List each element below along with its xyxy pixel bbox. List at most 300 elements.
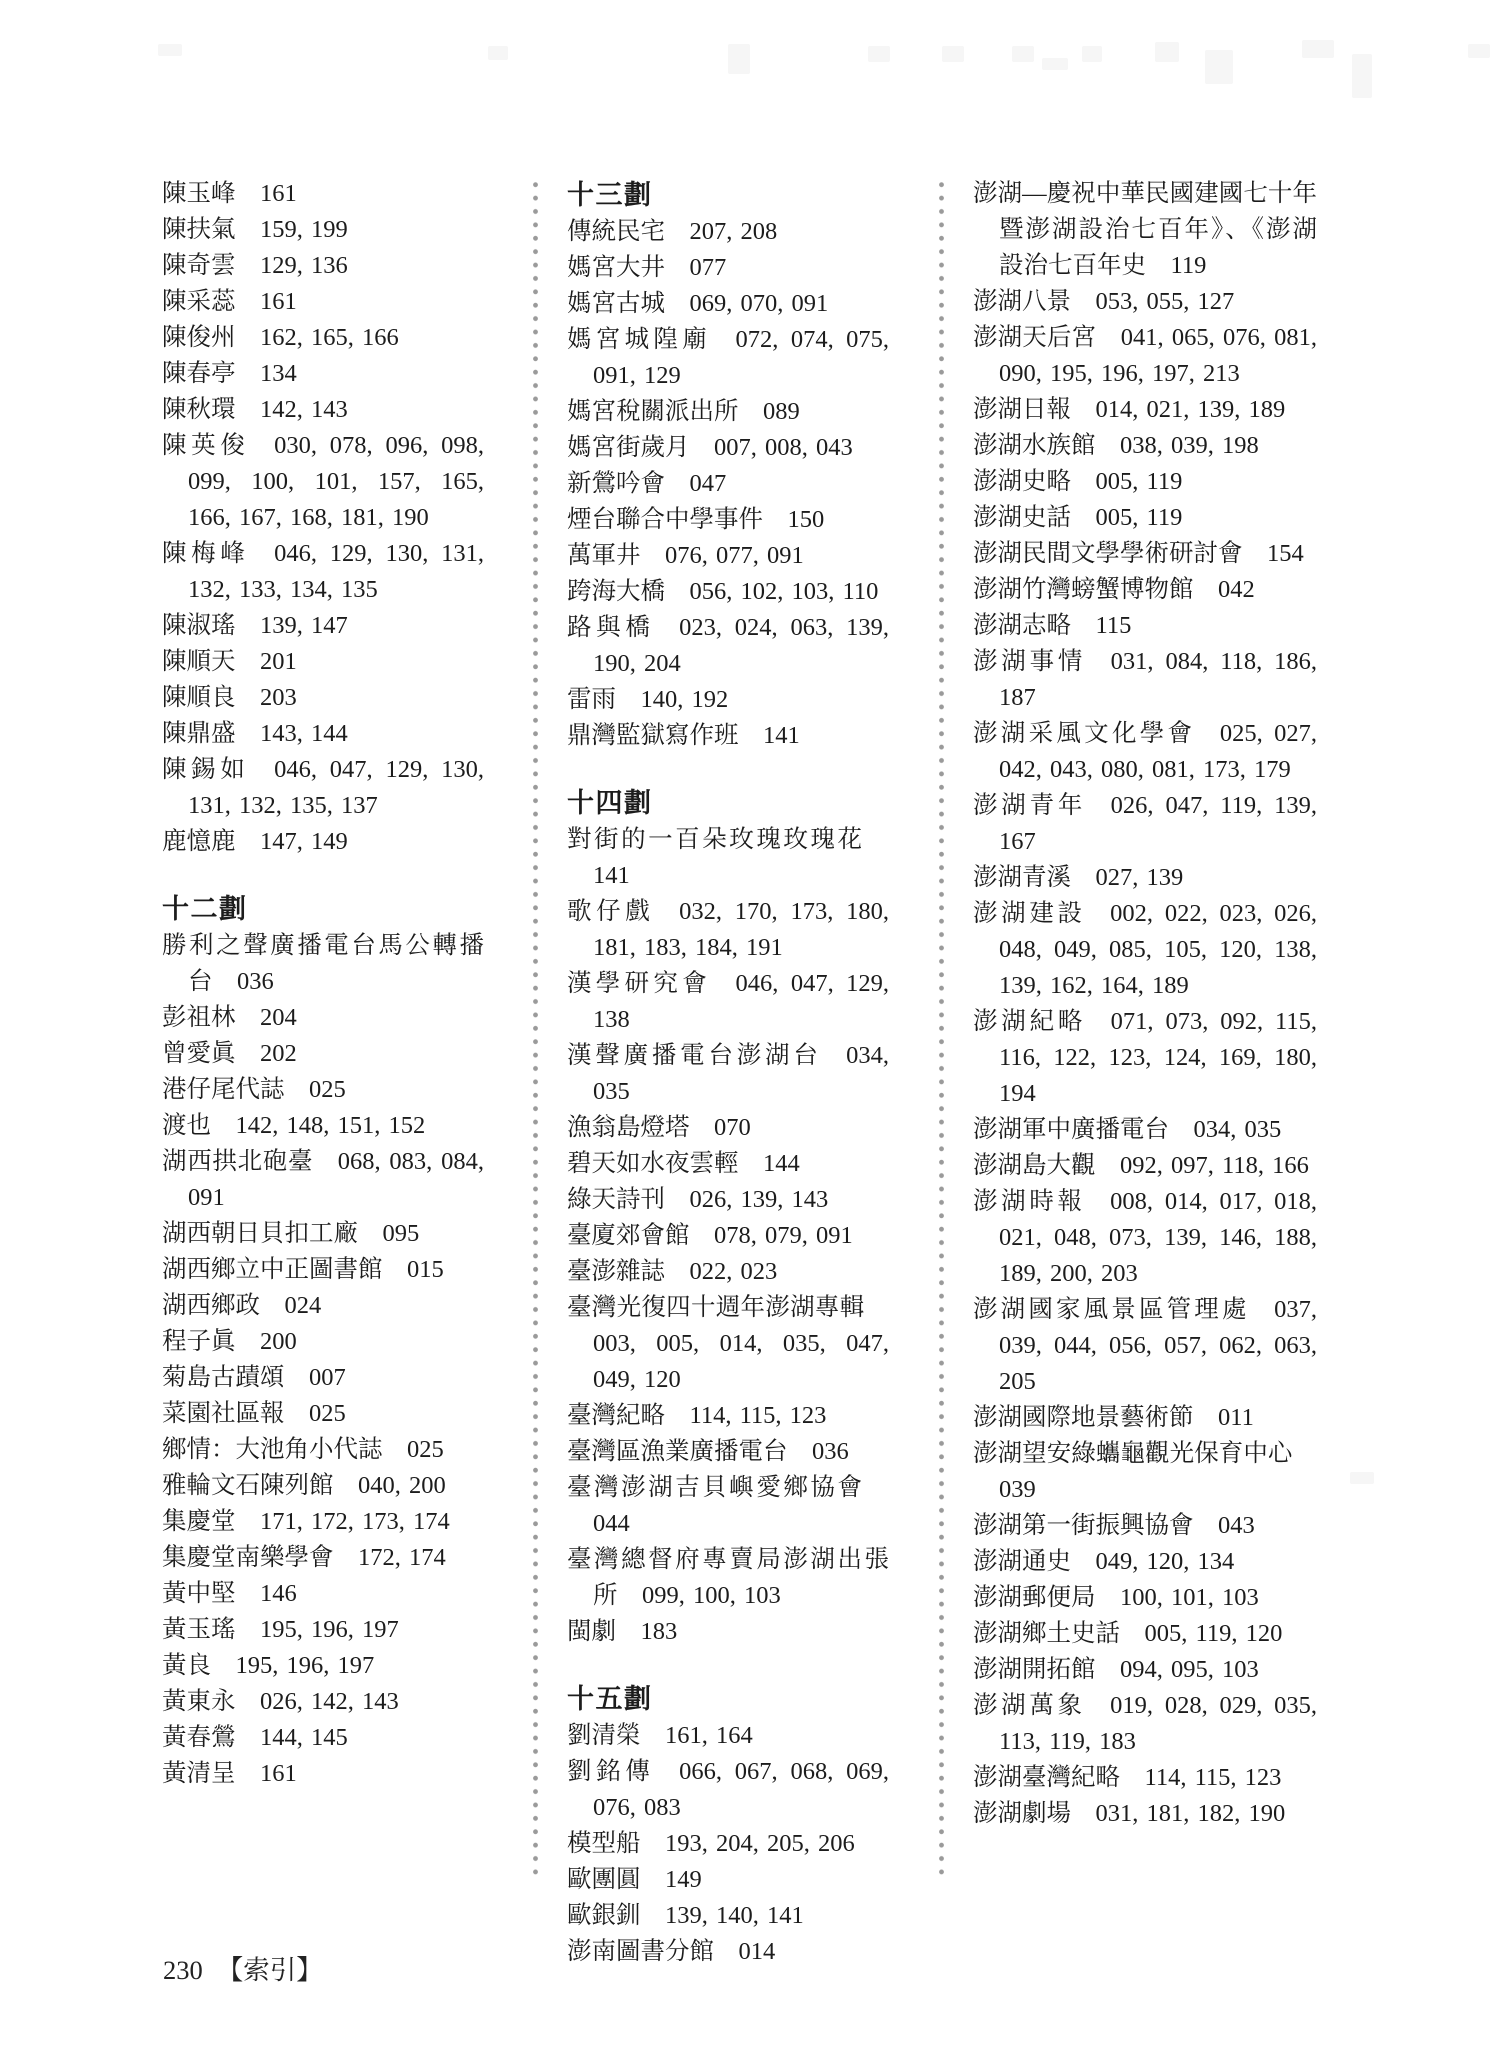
entry-term: 臺灣區漁業廣播電台 xyxy=(567,1438,788,1465)
entry-term: 澎湖史略 xyxy=(973,468,1071,495)
entry-term: 澎湖軍中廣播電台 xyxy=(973,1116,1169,1143)
index-entry xyxy=(162,1036,484,1072)
entry-term: 澎湖鄉土史話 xyxy=(973,1620,1120,1647)
entry-term: 陳扶氣 xyxy=(162,216,236,243)
entry-term: 歐團圓 xyxy=(567,1866,641,1893)
entry-term: 新鶯吟會 xyxy=(567,470,665,497)
index-entry xyxy=(973,536,1317,572)
index-entry xyxy=(567,1826,889,1862)
scan-artifact xyxy=(1042,58,1068,70)
entry-page-numbers: 146 xyxy=(260,1580,297,1607)
index-entry xyxy=(162,320,484,356)
entry-page-numbers: 023, 024, 063, 139, 190, 204 xyxy=(593,614,889,677)
entry-term: 黃清呈 xyxy=(162,1760,236,1787)
entry-page-numbers: 154 xyxy=(1267,540,1304,567)
index-entry xyxy=(162,1684,484,1720)
entry-term: 鼎灣監獄寫作班 xyxy=(567,722,739,749)
entry-term: 對街的一百朵玫瑰玫瑰花 xyxy=(567,826,865,853)
index-entry xyxy=(567,894,889,966)
entry-term: 澎湖國家風景區管理處 xyxy=(973,1296,1250,1323)
entry-page-numbers: 026, 142, 143 xyxy=(260,1688,399,1715)
entry-page-numbers: 203 xyxy=(260,684,297,711)
entry-page-numbers: 027, 139 xyxy=(1095,864,1184,891)
entry-term: 澎湖開拓館 xyxy=(973,1656,1096,1683)
entry-term: 陳順天 xyxy=(162,648,236,675)
dotted-column-divider-2 xyxy=(939,178,944,1876)
entry-page-numbers: 089 xyxy=(763,398,800,425)
index-entry xyxy=(162,1468,484,1504)
entry-page-numbers: 142, 143 xyxy=(260,396,348,423)
entry-page-numbers: 161 xyxy=(260,288,297,315)
entry-page-numbers: 193, 204, 205, 206 xyxy=(665,1830,855,1857)
entry-page-numbers: 005, 119, 120 xyxy=(1144,1620,1283,1647)
scan-artifact xyxy=(1352,54,1372,98)
entry-term: 勝利之聲廣播電台馬公轉播台 xyxy=(162,932,484,995)
entry-page-numbers: 025 xyxy=(407,1436,444,1463)
entry-page-numbers: 201 xyxy=(260,648,297,675)
entry-page-numbers: 159, 199 xyxy=(260,216,348,243)
entry-term: 臺灣紀略 xyxy=(567,1402,665,1429)
entry-page-numbers: 043 xyxy=(1218,1512,1255,1539)
index-entry xyxy=(162,1504,484,1540)
index-entry xyxy=(973,1508,1317,1544)
index-entry xyxy=(567,214,889,250)
entry-term: 澎湖通史 xyxy=(973,1548,1071,1575)
entry-term: 路與橋 xyxy=(567,614,655,641)
stroke-section-header: 十五劃 xyxy=(567,1684,653,1714)
index-entry xyxy=(567,1110,889,1146)
stroke-section-header: 十二劃 xyxy=(162,894,248,924)
index-entry xyxy=(162,1540,484,1576)
index-entry xyxy=(567,430,889,466)
index-entry xyxy=(162,1324,484,1360)
entry-page-numbers: 162, 165, 166 xyxy=(260,324,399,351)
entry-term: 綠天詩刊 xyxy=(567,1186,665,1213)
entry-term: 湖西拱北砲臺 xyxy=(162,1148,314,1175)
entry-page-numbers: 202 xyxy=(260,1040,297,1067)
entry-term: 劉銘傳 xyxy=(567,1758,655,1785)
entry-page-numbers: 066, 067, 068, 069, 076, 083 xyxy=(593,1758,889,1821)
index-entry xyxy=(567,1182,889,1218)
entry-term: 澎湖志略 xyxy=(973,612,1071,639)
index-entry xyxy=(162,716,484,752)
index-entry xyxy=(973,1112,1317,1148)
index-entry xyxy=(162,1000,484,1036)
entry-term: 陳玉峰 xyxy=(162,180,236,207)
scan-artifact xyxy=(1082,46,1102,62)
entry-term: 澎湖劇場 xyxy=(973,1800,1071,1827)
entry-page-numbers: 171, 172, 173, 174 xyxy=(260,1508,450,1535)
index-entry xyxy=(973,464,1317,500)
index-entry xyxy=(567,1614,889,1650)
entry-term: 陳俊州 xyxy=(162,324,236,351)
entry-term: 港仔尾代誌 xyxy=(162,1076,285,1103)
entry-page-numbers: 140, 192 xyxy=(640,686,729,713)
entry-page-numbers: 070 xyxy=(714,1114,751,1141)
index-entry xyxy=(567,286,889,322)
entry-page-numbers: 142, 148, 151, 152 xyxy=(235,1112,426,1139)
entry-page-numbers: 031, 181, 182, 190 xyxy=(1095,1800,1286,1827)
index-entry xyxy=(162,284,484,320)
entry-page-numbers: 139, 147 xyxy=(260,612,348,639)
entry-term: 澎湖民間文學學術研討會 xyxy=(973,540,1243,567)
entry-page-numbers: 094, 095, 103 xyxy=(1120,1656,1259,1683)
entry-page-numbers: 008, 014, 017, 018, 021, 048, 073, 139, 146, 188, 189, 200, 203 xyxy=(999,1188,1318,1287)
entry-term: 陳鼎盛 xyxy=(162,720,236,747)
index-entry xyxy=(162,1396,484,1432)
entry-term: 陳英俊 xyxy=(162,432,250,459)
index-entry xyxy=(973,608,1317,644)
entry-page-numbers: 037, 039, 044, 056, 057, 062, 063, 205 xyxy=(999,1296,1317,1395)
entry-page-numbers: 134 xyxy=(260,360,297,387)
index-entry xyxy=(973,788,1317,860)
entry-page-numbers: 076, 077, 091 xyxy=(665,542,804,569)
scan-artifact xyxy=(942,46,964,62)
index-entry xyxy=(973,1436,1317,1508)
entry-page-numbers: 195, 196, 197 xyxy=(260,1616,399,1643)
index-entry xyxy=(973,1688,1317,1760)
index-entry xyxy=(973,1544,1317,1580)
scan-artifact xyxy=(1155,42,1179,62)
index-entry xyxy=(973,1184,1317,1292)
scan-artifact xyxy=(1302,40,1334,58)
entry-term: 雷雨 xyxy=(567,686,616,713)
index-entry xyxy=(973,1004,1317,1112)
index-entry xyxy=(162,1576,484,1612)
index-entry xyxy=(162,392,484,428)
dotted-column-divider-1 xyxy=(533,178,538,1876)
entry-term: 臺澎雜誌 xyxy=(567,1258,665,1285)
index-entry xyxy=(567,1290,889,1398)
entry-term: 跨海大橋 xyxy=(567,578,665,605)
entry-page-numbers: 034, 035 xyxy=(593,1042,889,1105)
entry-page-numbers: 046, 129, 130, 131, 132, 133, 134, 135 xyxy=(188,540,484,603)
entry-term: 曾愛眞 xyxy=(162,1040,236,1067)
scan-artifact xyxy=(1350,1472,1374,1484)
entry-term: 歐銀釧 xyxy=(567,1902,641,1929)
entry-page-numbers: 072, 074, 075, 091, 129 xyxy=(593,326,890,389)
entry-term: 陳淑瑤 xyxy=(162,612,236,639)
entry-page-numbers: 053, 055, 127 xyxy=(1095,288,1235,315)
index-entry xyxy=(162,1648,484,1684)
entry-page-numbers: 100, 101, 103 xyxy=(1120,1584,1259,1611)
entry-page-numbers: 078, 079, 091 xyxy=(714,1222,853,1249)
entry-term: 澎湖青年 xyxy=(973,792,1087,819)
scan-artifact xyxy=(1468,44,1490,58)
entry-term: 澎湖事情 xyxy=(973,648,1087,675)
entry-term: 萬軍井 xyxy=(567,542,641,569)
index-entry xyxy=(567,1718,889,1754)
entry-term: 菜園社區報 xyxy=(162,1400,285,1427)
entry-page-numbers: 095 xyxy=(382,1220,420,1247)
index-entry xyxy=(162,1072,484,1108)
scan-artifact xyxy=(1012,46,1034,62)
entry-page-numbers: 046, 047, 129, 130, 131, 132, 135, 137 xyxy=(188,756,484,819)
index-entry xyxy=(973,284,1317,320)
index-entry xyxy=(567,682,889,718)
entry-page-numbers: 099, 100, 103 xyxy=(642,1582,781,1609)
index-entry xyxy=(973,896,1317,1004)
entry-term: 漁翁島燈塔 xyxy=(567,1114,690,1141)
index-entry xyxy=(567,1038,889,1110)
entry-term: 澎湖日報 xyxy=(973,396,1071,423)
entry-term: 澎湖水族館 xyxy=(973,432,1096,459)
index-entry xyxy=(567,718,889,754)
entry-page-numbers: 068, 083, 084, 091 xyxy=(188,1148,484,1211)
entry-page-numbers: 195, 196, 197 xyxy=(235,1652,375,1679)
entry-page-numbers: 172, 174 xyxy=(358,1544,446,1571)
entry-page-numbers: 025 xyxy=(309,1076,346,1103)
entry-term: 菊島古蹟頌 xyxy=(162,1364,285,1391)
index-entry xyxy=(567,822,889,894)
entry-term: 漢聲廣播電台澎湖台 xyxy=(567,1042,822,1069)
entry-term: 渡也 xyxy=(162,1112,211,1139)
entry-term: 媽宮城隍廟 xyxy=(567,326,712,353)
index-entry xyxy=(162,1216,484,1252)
entry-term: 澎湖天后宮 xyxy=(973,324,1097,351)
footer-section-label: 【索引】 xyxy=(216,1955,323,1985)
index-entry xyxy=(567,1470,889,1542)
index-entry xyxy=(567,574,889,610)
entry-term: 澎湖史話 xyxy=(973,504,1071,531)
index-entry xyxy=(567,1218,889,1254)
entry-term: 媽宮稅關派出所 xyxy=(567,398,739,425)
entry-term: 漢學研究會 xyxy=(567,970,712,997)
entry-term: 雅輪文石陳列館 xyxy=(162,1472,334,1499)
index-entry xyxy=(567,1146,889,1182)
entry-term: 鹿憶鹿 xyxy=(162,828,236,855)
index-entry xyxy=(162,536,484,608)
entry-term: 媽宮古城 xyxy=(567,290,665,317)
entry-term: 黃東永 xyxy=(162,1688,236,1715)
entry-term: 澎湖國際地景藝術節 xyxy=(973,1404,1194,1431)
page-footer xyxy=(163,1948,323,1987)
entry-page-numbers: 036 xyxy=(812,1438,849,1465)
entry-term: 黃中堅 xyxy=(162,1580,236,1607)
index-entry xyxy=(567,394,889,430)
entry-page-numbers: 034, 035 xyxy=(1193,1116,1282,1143)
index-entry xyxy=(973,176,1317,284)
scan-artifact xyxy=(1205,50,1233,84)
entry-page-numbers: 183 xyxy=(640,1618,678,1645)
entry-term: 集慶堂南樂學會 xyxy=(162,1544,334,1571)
entry-page-numbers: 031, 084, 118, 186, 187 xyxy=(999,648,1318,711)
index-entry xyxy=(973,1652,1317,1688)
index-entry xyxy=(973,1616,1317,1652)
entry-page-numbers: 041, 065, 076, 081, 090, 195, 196, 197, 213 xyxy=(999,324,1317,387)
entry-term: 湖西鄉立中正圖書館 xyxy=(162,1256,383,1283)
entry-term: 傳統民宅 xyxy=(567,218,665,245)
entry-term: 澎南圖書分館 xyxy=(567,1938,714,1965)
entry-page-numbers: 042 xyxy=(1218,576,1255,603)
entry-term: 澎湖青溪 xyxy=(973,864,1071,891)
entry-page-numbers: 014, 021, 139, 189 xyxy=(1095,396,1286,423)
entry-page-numbers: 007, 008, 043 xyxy=(714,434,853,461)
index-entry xyxy=(973,716,1317,788)
entry-term: 澎湖時報 xyxy=(973,1188,1086,1215)
entry-term: 澎湖臺灣紀略 xyxy=(973,1764,1120,1791)
scan-artifact xyxy=(158,44,182,56)
entry-term: 歌仔戲 xyxy=(567,898,655,925)
entry-page-numbers: 129, 136 xyxy=(260,252,348,279)
entry-page-numbers: 002, 022, 023, 026, 048, 049, 085, 105, 120, 138, 139, 162, 164, 189 xyxy=(999,900,1318,999)
index-entry xyxy=(567,966,889,1038)
index-entry xyxy=(973,320,1317,392)
index-entry xyxy=(162,928,484,1000)
index-entry xyxy=(162,1360,484,1396)
entry-page-numbers: 046, 047, 129, 138 xyxy=(593,970,890,1033)
index-entry xyxy=(567,1754,889,1826)
index-entry xyxy=(162,428,484,536)
entry-page-numbers: 114, 115, 123 xyxy=(689,1402,827,1429)
entry-term: 澎湖—慶祝中華民國建國七十年暨澎湖設治七百年》、《澎湖設治七百年史 xyxy=(973,180,1317,279)
entry-page-numbers: 025, 027, 042, 043, 080, 081, 173, 179 xyxy=(999,720,1318,783)
entry-term: 臺廈郊會館 xyxy=(567,1222,690,1249)
entry-term: 模型船 xyxy=(567,1830,641,1857)
entry-page-numbers: 147, 149 xyxy=(260,828,348,855)
entry-page-numbers: 044 xyxy=(593,1510,630,1537)
index-entry xyxy=(162,176,484,212)
entry-page-numbers: 143, 144 xyxy=(260,720,348,747)
entry-term: 陳順良 xyxy=(162,684,236,711)
index-entry xyxy=(162,1432,484,1468)
entry-page-numbers: 015 xyxy=(407,1256,444,1283)
index-entry xyxy=(162,212,484,248)
index-entry xyxy=(162,644,484,680)
entry-term: 澎湖八景 xyxy=(973,288,1071,315)
entry-page-numbers: 144, 145 xyxy=(260,1724,348,1751)
index-entry xyxy=(567,502,889,538)
entry-page-numbers: 032, 170, 173, 180, 181, 183, 184, 191 xyxy=(593,898,889,961)
entry-term: 澎湖島大觀 xyxy=(973,1152,1096,1179)
entry-term: 集慶堂 xyxy=(162,1508,236,1535)
index-entry xyxy=(973,1796,1317,1832)
index-column-3 xyxy=(973,176,1317,1832)
entry-page-numbers: 141 xyxy=(593,862,630,889)
entry-page-numbers: 119 xyxy=(1170,252,1207,279)
entry-term: 陳春亭 xyxy=(162,360,236,387)
entry-page-numbers: 077 xyxy=(689,254,727,281)
entry-page-numbers: 161, 164 xyxy=(665,1722,753,1749)
index-entry xyxy=(162,1612,484,1648)
entry-page-numbers: 049, 120, 134 xyxy=(1095,1548,1235,1575)
index-entry xyxy=(567,1862,889,1898)
index-entry xyxy=(567,1398,889,1434)
entry-term: 陳梅峰 xyxy=(162,540,250,567)
entry-term: 臺灣總督府專賣局澎湖出張所 xyxy=(567,1546,889,1609)
entry-page-numbers: 026, 139, 143 xyxy=(689,1186,829,1213)
entry-page-numbers: 141 xyxy=(763,722,800,749)
entry-page-numbers: 144 xyxy=(763,1150,800,1177)
entry-term: 彭祖林 xyxy=(162,1004,236,1031)
index-entry xyxy=(567,610,889,682)
entry-page-numbers: 011 xyxy=(1218,1404,1254,1431)
entry-term: 黃春鶯 xyxy=(162,1724,236,1751)
index-entry xyxy=(567,1934,889,1970)
index-entry xyxy=(567,466,889,502)
index-entry xyxy=(567,538,889,574)
entry-term: 澎湖第一街振興協會 xyxy=(973,1512,1194,1539)
entry-term: 臺灣光復四十週年澎湖專輯 xyxy=(567,1294,865,1321)
index-entry xyxy=(973,644,1317,716)
entry-term: 澎湖竹灣螃蟹博物館 xyxy=(973,576,1194,603)
index-entry xyxy=(973,1148,1317,1184)
entry-page-numbers: 005, 119 xyxy=(1095,504,1183,531)
scan-artifact xyxy=(488,46,508,60)
index-entry xyxy=(973,860,1317,896)
index-column-1 xyxy=(162,176,484,1792)
entry-term: 陳秋環 xyxy=(162,396,236,423)
index-entry xyxy=(162,1252,484,1288)
entry-page-numbers: 161 xyxy=(260,180,297,207)
index-entry xyxy=(162,356,484,392)
entry-page-numbers: 056, 102, 103, 110 xyxy=(689,578,879,605)
entry-page-numbers: 207, 208 xyxy=(689,218,778,245)
entry-page-numbers: 026, 047, 119, 139, 167 xyxy=(999,792,1318,855)
index-entry xyxy=(973,1760,1317,1796)
entry-page-numbers: 024 xyxy=(284,1292,322,1319)
entry-term: 澎湖郵便局 xyxy=(973,1584,1096,1611)
entry-page-numbers: 036 xyxy=(237,968,274,995)
entry-page-numbers: 149 xyxy=(665,1866,702,1893)
index-entry xyxy=(973,500,1317,536)
entry-page-numbers: 161 xyxy=(260,1760,297,1787)
entry-page-numbers: 022, 023 xyxy=(689,1258,778,1285)
entry-page-numbers: 114, 115, 123 xyxy=(1144,1764,1282,1791)
entry-page-numbers: 069, 070, 091 xyxy=(689,290,829,317)
entry-term: 臺灣澎湖吉貝嶼愛鄉協會 xyxy=(567,1474,865,1501)
index-entry xyxy=(973,1292,1317,1400)
index-entry xyxy=(162,824,484,860)
index-entry xyxy=(162,1144,484,1216)
index-entry xyxy=(567,1898,889,1934)
index-column-2 xyxy=(567,176,889,1970)
entry-term: 黃玉瑤 xyxy=(162,1616,236,1643)
entry-term: 碧天如水夜雲輕 xyxy=(567,1150,739,1177)
entry-term: 澎湖萬象 xyxy=(973,1692,1086,1719)
entry-term: 鄉情：大池角小代誌 xyxy=(162,1436,383,1463)
entry-term: 陳奇雲 xyxy=(162,252,236,279)
entry-term: 湖西鄉政 xyxy=(162,1292,260,1319)
entry-page-numbers: 038, 039, 198 xyxy=(1120,432,1259,459)
entry-term: 澎湖采風文化學會 xyxy=(973,720,1196,747)
entry-page-numbers: 025 xyxy=(309,1400,346,1427)
entry-term: 媽宮大井 xyxy=(567,254,665,281)
entry-page-numbers: 030, 078, 096, 098, 099, 100, 101, 157, 165, 166, 167, 168, 181, 190 xyxy=(188,432,484,531)
entry-term: 陳采蕊 xyxy=(162,288,236,315)
entry-page-numbers: 092, 097, 118, 166 xyxy=(1120,1152,1309,1179)
index-entry xyxy=(162,752,484,824)
index-entry xyxy=(162,680,484,716)
entry-term: 程子眞 xyxy=(162,1328,236,1355)
entry-page-numbers: 200 xyxy=(260,1328,297,1355)
entry-page-numbers: 204 xyxy=(260,1004,297,1031)
index-entry xyxy=(567,250,889,286)
index-entry xyxy=(162,1756,484,1792)
index-entry xyxy=(567,322,889,394)
index-entry xyxy=(973,1400,1317,1436)
entry-page-numbers: 150 xyxy=(787,506,825,533)
index-entry xyxy=(162,1288,484,1324)
entry-term: 陳錫如 xyxy=(162,756,250,783)
entry-page-numbers: 003, 005, 014, 035, 047, 049, 120 xyxy=(593,1330,889,1393)
index-entry xyxy=(567,1434,889,1470)
entry-term: 黃良 xyxy=(162,1652,211,1679)
entry-page-numbers: 019, 028, 029, 035, 113, 119, 183 xyxy=(999,1692,1318,1755)
entry-term: 澎湖望安綠蠵龜觀光保育中心 xyxy=(973,1440,1293,1467)
entry-page-numbers: 139, 140, 141 xyxy=(665,1902,804,1929)
entry-term: 澎湖建設 xyxy=(973,900,1086,927)
